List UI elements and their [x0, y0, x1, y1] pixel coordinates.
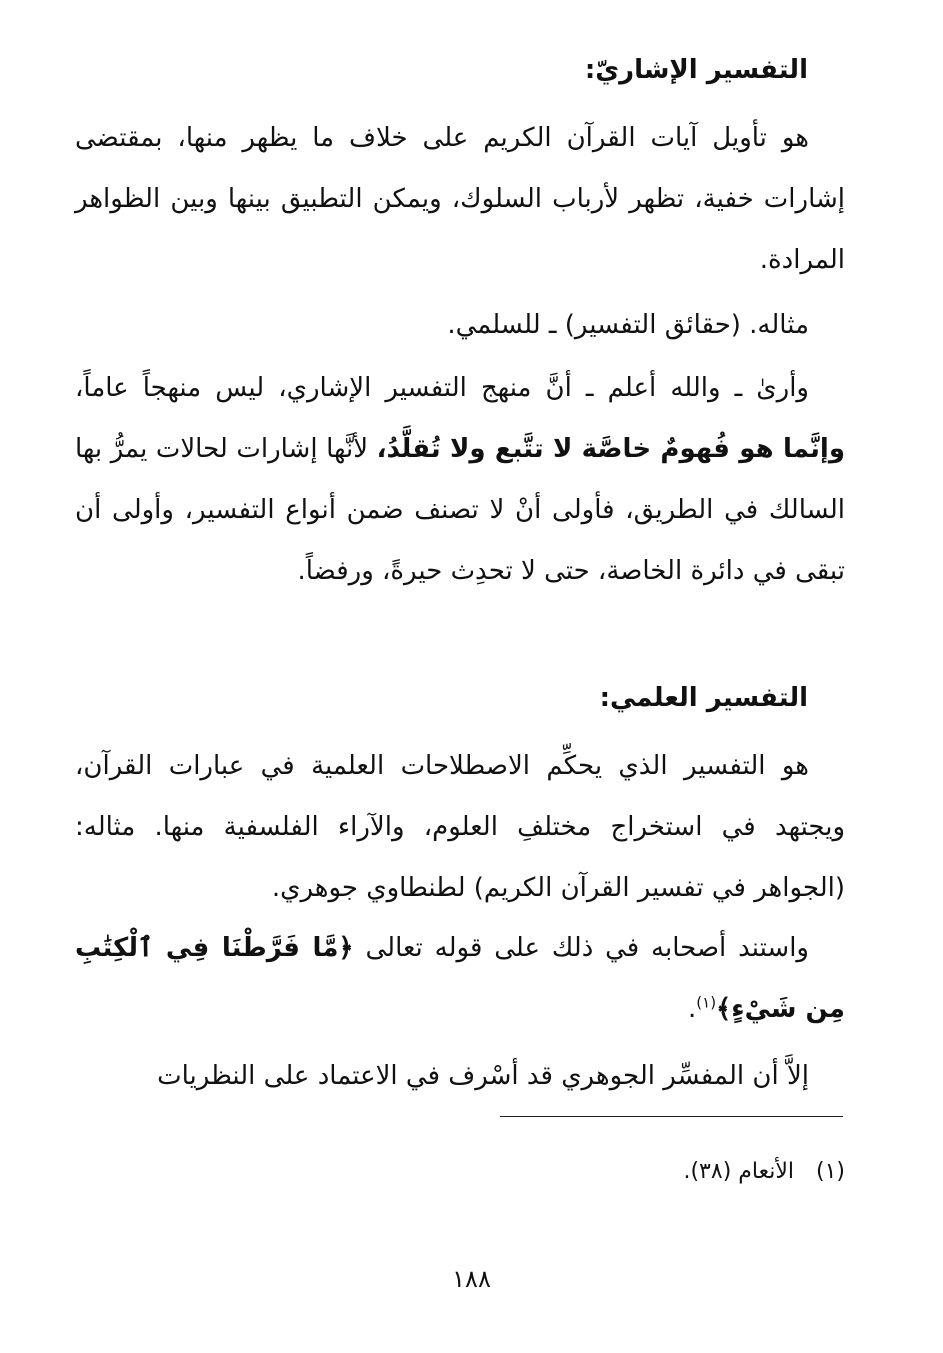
evidence-end-punctuation: . [688, 994, 697, 1024]
paragraph-ishari-example [75, 295, 845, 356]
footnote [683, 1154, 845, 1190]
evidence-intro-text: واستند أصحابه في ذلك على قوله تعالى [353, 933, 809, 963]
opinion-bold-text: وإنَّما هو فُهومٌ خاصَّة لا تتَّبع ولا تُقلَّدُ، [376, 434, 845, 464]
quran-verse: ﴿مَّا فَرَّطْنَا فِي ٱلْكِتَٰبِ مِن شَيْءٍ﴾ [75, 933, 845, 1024]
section-heading-ishari: التفسير الإشاريّ: [584, 55, 808, 85]
paragraph-ilmi-evidence [75, 918, 845, 1040]
paragraph-ilmi-definition [75, 736, 845, 919]
section-heading-ilmi: التفسير العلمي: [599, 683, 808, 713]
paragraph-ilmi-continuation [75, 1046, 845, 1107]
paragraph-ishari-opinion [75, 358, 845, 602]
footnote-divider [500, 1116, 843, 1117]
continuation-text: إلاَّ أن المفسِّر الجوهري قد أسْرف في الاعتماد على النظريات [157, 1061, 809, 1091]
opinion-text-part2: لأنَّها إشارات لحالات يمرُّ بها السالك في الطريق، فأولى أنْ لا تصنف ضمن أنواع التفسير، وأولى أن تبقى في دائرة الخاصة، حتى لا تحدِث حيرةً، ورفضاً. [75, 434, 845, 586]
opinion-text-part1: وأرىٰ ـ والله أعلم ـ أنَّ منهج التفسير الإشاري، ليس منهجاً عاماً، [75, 373, 809, 403]
footnote-reference: (١) [696, 993, 717, 1012]
ishari-example-text: مثاله. (حقائق التفسير) ـ للسلمي. [447, 310, 809, 340]
ilmi-definition-text: هو التفسير الذي يحكِّم الاصطلاحات العلمية في عبارات القرآن، ويجتهد في استخراج مختلفِ العلوم، والآراء الفلسفية منها. مثاله: (الجواهر في تفسير القرآن الكريم) لطنطاوي جوهري. [75, 751, 845, 903]
paragraph-ishari-definition [75, 108, 845, 291]
footnote-text: الأنعام (٣٨). [683, 1159, 794, 1184]
ishari-definition-text: هو تأويل آيات القرآن الكريم على خلاف ما يظهر منها، بمقتضى إشارات خفية، تظهر لأرباب السلوك، ويمكن التطبيق بينها وبين الظواهر المرادة. [75, 123, 845, 275]
page-number: ١٨٨ [452, 1265, 491, 1293]
footnote-number: (١) [815, 1159, 845, 1184]
